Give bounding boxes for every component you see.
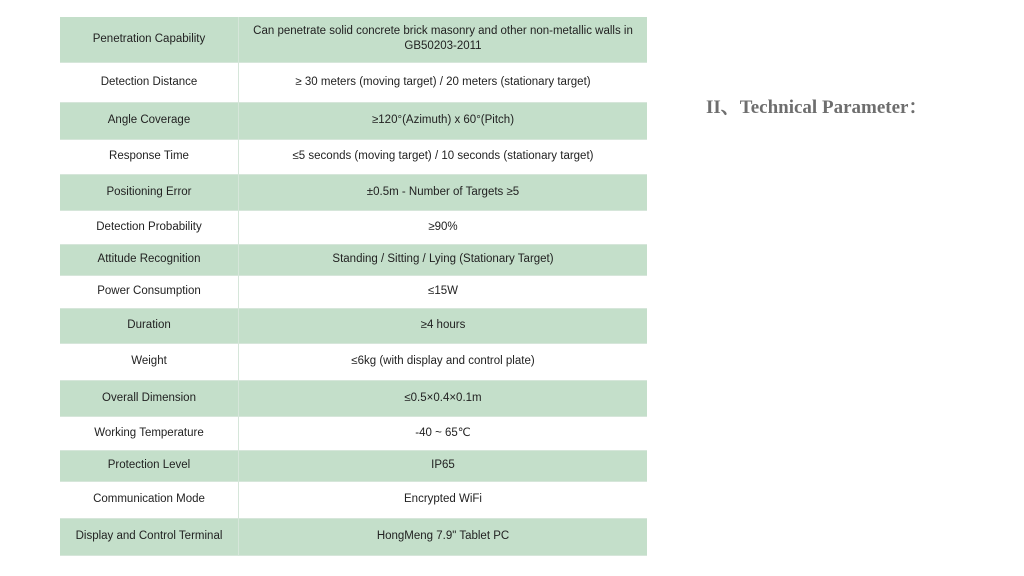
- param-value: HongMeng 7.9" Tablet PC: [239, 518, 648, 555]
- table-row: [60, 308, 648, 343]
- table-row: [60, 139, 648, 174]
- param-value: ≥120°(Azimuth) x 60°(Pitch): [239, 102, 648, 139]
- param-value: ≤6kg (with display and control plate): [239, 343, 648, 380]
- table-row: [60, 380, 648, 416]
- param-value: ≥90%: [239, 210, 648, 244]
- param-name: Penetration Capability: [60, 17, 239, 62]
- param-name: Working Temperature: [60, 416, 239, 450]
- table-row: [60, 343, 648, 380]
- param-name: Display and Control Terminal: [60, 518, 239, 555]
- param-value: Encrypted WiFi: [239, 481, 648, 518]
- param-name: Detection Distance: [60, 62, 239, 102]
- param-name: Positioning Error: [60, 174, 239, 210]
- param-value: ≥ 30 meters (moving target) / 20 meters (stationary target): [239, 62, 648, 102]
- param-name: Duration: [60, 308, 239, 343]
- param-value: -40 ~ 65℃: [239, 416, 648, 450]
- table-row: [60, 518, 648, 555]
- table-row: [60, 102, 648, 139]
- param-value: ±0.5m - Number of Targets ≥5: [239, 174, 648, 210]
- param-name: Detection Probability: [60, 210, 239, 244]
- table-row: [60, 62, 648, 102]
- param-name: Response Time: [60, 139, 239, 174]
- table-row: [60, 275, 648, 308]
- param-value: Can penetrate solid concrete brick masonry and other non-metallic walls in GB50203-2011: [239, 17, 648, 62]
- param-value: ≥4 hours: [239, 308, 648, 343]
- param-name: Attitude Recognition: [60, 244, 239, 275]
- param-value: ≤0.5×0.4×0.1m: [239, 380, 648, 416]
- param-value: ≤5 seconds (moving target) / 10 seconds (stationary target): [239, 139, 648, 174]
- param-value: ≤15W: [239, 275, 648, 308]
- param-name: Power Consumption: [60, 275, 239, 308]
- technical-parameter-table: [60, 17, 648, 556]
- table-row: [60, 244, 648, 275]
- table-row: [60, 17, 648, 62]
- param-name: Overall Dimension: [60, 380, 239, 416]
- table-row: [60, 210, 648, 244]
- table-row: [60, 481, 648, 518]
- table-row: [60, 174, 648, 210]
- param-name: Communication Mode: [60, 481, 239, 518]
- param-value: Standing / Sitting / Lying (Stationary Target): [239, 244, 648, 275]
- param-name: Weight: [60, 343, 239, 380]
- section-title: II、Technical Parameter：: [706, 97, 928, 118]
- param-name: Angle Coverage: [60, 102, 239, 139]
- table-row: [60, 416, 648, 450]
- table-row: [60, 450, 648, 481]
- param-name: Protection Level: [60, 450, 239, 481]
- param-value: IP65: [239, 450, 648, 481]
